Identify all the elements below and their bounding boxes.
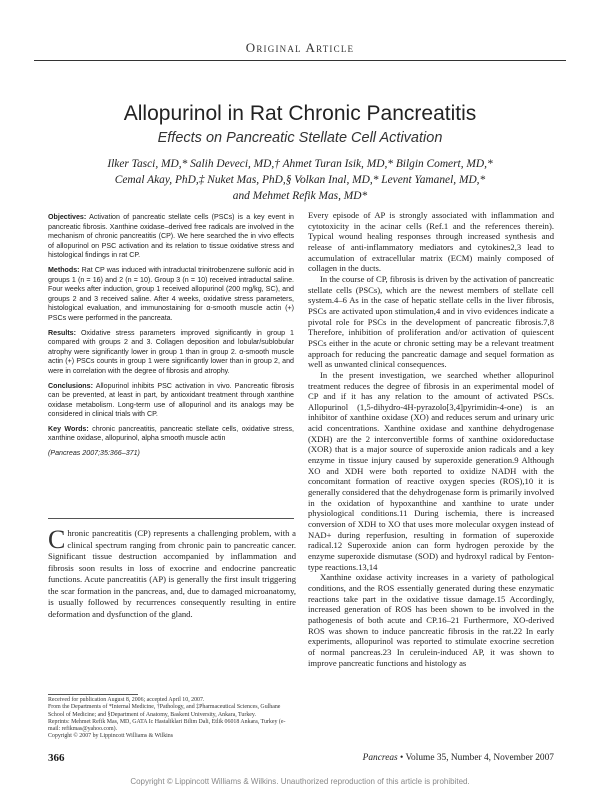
- keywords-text: chronic pancreatitis, pancreatic stellate cells, oxidative stress, xanthine oxidase, allopurinol, alpha smooth muscle actin: [48, 424, 294, 443]
- journal-issue: • Volume 35, Number 4, November 2007: [397, 753, 554, 763]
- citation: (Pancreas 2007;35:366–371): [48, 449, 140, 458]
- results-label: Results:: [48, 328, 76, 337]
- abstract-keywords: [48, 425, 294, 444]
- article-title: Allopurinol in Rat Chronic Pancreatitis: [123, 102, 477, 125]
- footnote-reprints: Reprints: Mehmet Refik Mas, MD, GATA Ic Hastaliklari Bilim Dali, Etlik 06018 Ankara, Turkey (e-mail: refikmas@yahoo.com).: [48, 718, 286, 733]
- abstract-results: [48, 329, 294, 377]
- methods-label: Methods:: [48, 265, 80, 274]
- author-line: and Mehmet Refik Mas, MD*: [232, 190, 368, 202]
- abstract: [48, 213, 294, 464]
- top-rule: [34, 60, 566, 61]
- article-subtitle: Effects on Pancreatic Stellate Cell Activation: [157, 130, 443, 146]
- conclusions-text: Allopurinol inhibits PSC activation in vivo. Pancreatic fibrosis can be prevented, at least in part, by antioxidant treatment through xanthine oxidase metabolism. Long-term use of allopurinol and its analogs may be considered in clinical trials with CP.: [48, 381, 294, 419]
- abstract-methods: [48, 266, 294, 324]
- conclusions-label: Conclusions:: [48, 381, 93, 390]
- author-line: Ilker Tasci, MD,* Salih Deveci, MD,† Ahmet Turan Isik, MD,* Bilgin Comert, MD,*: [107, 158, 493, 170]
- journal-info: [363, 753, 554, 763]
- abstract-objectives: [48, 213, 294, 261]
- right-column: [308, 210, 554, 668]
- abstract-divider: [48, 518, 294, 519]
- body-paragraph: In the course of CP, fibrosis is driven by the activation of pancreatic stellate cells (PSCs), which are the newest members of stellate cell system.4–6 As in the case of hepatic stellate cells in the liver fibrosis, PSCs are activated upon stimulation,4 and in vivo evidences indicate a pivotal role for PSCs in the development of pancreatic fibrosis.7,8 Therefore, inhibition of proliferation and/or activation of quiescent PSCs either in the acute or chronic setting may be a relevant treatment approach for reducing the pancreatic damage and sequel formation as well as unwanted clinical consequences.: [308, 273, 554, 370]
- page-footer: [48, 752, 554, 766]
- body-paragraph: Every episode of AP is strongly associated with inflammation and cytotoxicity in the acinar cells (Ref.1 and the references therein). Typical wound healing responses through increased synthesis and release of anti-inflammatory mediators and cytokines2,3 lead to accumulation of extracellular matrix (ECM) mainly composed of collagen in the ducts.: [308, 210, 554, 274]
- objectives-text: Activation of pancreatic stellate cells (PSCs) is a key event in pancreatic fibrosis. Xanthine oxidase–derived free radicals are involved in the mechanism of chronic pancreatitis (CP). We here searched the in vivo effects of allopurinol on PSC activation and its relation to tissue oxidative stress and histological findings in rat CP.: [48, 213, 294, 260]
- body-paragraph: Xanthine oxidase activity increases in a variety of pathological conditions, and the ROS essentially generated during these enzymatic reactions take part in the oxidative tissue damage.15 Accordingly, increased generation of ROS has been shown to be involved in the pathogenesis of both acute and CP.16–21 Furthermore, XO-derived ROS was shown to induce pancreatic fibrosis in the rat.22 In early experiments, allopurinol was reported to stimulate exocrine secretion of normal pancreas.23 In cerulein-induced AP, it was shown to improve pancreatic functions and histology as: [308, 572, 554, 668]
- keywords-label: Key Words:: [48, 424, 89, 433]
- footnote-copyright: Copyright © 2007 by Lippincott Williams & Wilkins: [48, 733, 174, 740]
- footnote: [48, 697, 294, 741]
- author-list: [70, 156, 530, 204]
- introduction-text: hronic pancreatitis (CP) represents a challenging problem, with a clinical spectrum ranging from chronic pain to pancreatic cancer. Significant tissue destruction accompanied by inflammation and fibrosis soon results in loss of exocrine and endocrine pancreatic functions. Acute pancreatitis (AP) is generally the first insult triggering the scar formation in the pancreas, and, due to damaged microanatomy, is usually followed by recurrences consequently resulting in entire deformation and dysfunction of the gland.: [48, 528, 296, 619]
- objectives-label: Objectives:: [48, 213, 87, 221]
- drop-cap: C: [48, 525, 66, 554]
- results-text: Oxidative stress parameters improved significantly in group 1 compared with groups 2 and 3. Collagen deposition and lobular/sublobular atrophy were significantly lower in group 1 than in group 2. α-smooth muscle actin (+) PSCs counts in group 1 were significantly lower than in group 2, and were in correlation with the degree of fibrosis and atrophy.: [48, 328, 294, 375]
- author-line: Cemal Akay, PhD,‡ Nuket Mas, PhD,§ Volkan Inal, MD,* Levent Yamanel, MD,*: [114, 174, 486, 186]
- page-number: 366: [48, 752, 65, 764]
- section-label: Original Article: [245, 40, 355, 55]
- journal-name: Pancreas: [362, 753, 398, 763]
- body-paragraph: In the present investigation, we searched whether allopurinol treatment reduces the degree of fibrosis in an experimental model of CP and if it has any relation to the amount of activated PSCs. Allopurinol (1,5-dihydro-4H-pyrazolo[3,4]pyrimidin-4-one) is an inhibitor of xanthine oxidase (XO) and reduces serum and urinary uric acid concentrations. Xanthine oxidase and xanthine dehydrogenase (XDH) are the 2 interconvertible forms of xanthine oxidoreductase (XOR) that is a major source of superoxide anion radicals and a key enzyme in tissue injury caused by superoxide generation.9 Although XO and XDH were both reported to oxidize NADH with the concomitant formation of reactive oxygen species (ROS),10 it is generally considered that the dehydrogenase form is primarily involved in the oxidation of hypoxanthine and xanthine to urate under physiological conditions.11 During ischemia, there is increased conversion of XDH to XO that uses more molecular oxygen instead of NAD+ during reperfusion, resulting in formation of superoxide radical.12 Superoxide anion can form hydrogen peroxide by the enzyme superoxide dismutase (SOD) and hydroxyl radical by Fenton-type reactions.13,14: [308, 369, 554, 572]
- methods-text: Rat CP was induced with intraductal trinitrobenzene sulfonic acid in groups 1 (n = 16) and 2 (n = 10). Group 3 (n = 10) received intraductal saline. Four weeks after induction, group 1 received allopurinol (200 mg/kg, SC), and groups 2 and 3 received saline. After 4 weeks, oxidative stress parameters, histological evaluation, and immunostaining for α-smooth muscle actin (+) PSCs were performed in the pancreata.: [48, 265, 294, 322]
- footnote-divider: [48, 694, 138, 695]
- abstract-conclusions: [48, 382, 294, 420]
- introduction-paragraph: [48, 525, 296, 620]
- footnote-received: Received for publication August 8, 2006; accepted April 10, 2007.: [48, 697, 205, 703]
- footnote-affiliations: From the Departments of *Internal Medicine, †Pathology, and ‡Pharmaceutical Sciences, Gulhane School of Medicine; and §Department of Anatomy, Baskent University, Ankara, Turkey.: [48, 704, 281, 718]
- copyright-notice: Copyright © Lippincott Williams & Wilkins. Unauthorized reproduction of this article is prohibited.: [130, 777, 470, 786]
